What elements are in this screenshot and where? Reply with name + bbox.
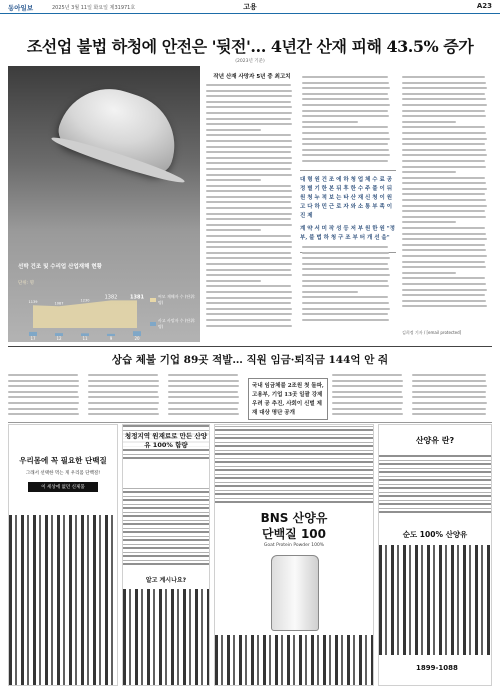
text-line bbox=[302, 296, 388, 298]
body-column-3 bbox=[402, 76, 492, 311]
text-line bbox=[402, 115, 486, 117]
text-line bbox=[402, 160, 485, 162]
legend-death: 사고 사망자 수 (단위:명) bbox=[150, 318, 200, 330]
text-line bbox=[402, 149, 486, 151]
ad2-question: 알고 계시나요? bbox=[145, 577, 187, 584]
text-line bbox=[206, 280, 261, 282]
byline: 김희정 기자 / [email protected] bbox=[402, 330, 462, 335]
ad-bns-goat-protein bbox=[214, 424, 374, 686]
text-line bbox=[88, 413, 159, 415]
text-line bbox=[8, 413, 79, 415]
text-line bbox=[206, 190, 292, 192]
ad3-brand: BNS 산양유 bbox=[260, 511, 328, 525]
text-line bbox=[302, 268, 389, 270]
injury-value-label: 1382 bbox=[104, 294, 118, 301]
text-line bbox=[402, 188, 487, 190]
ad-goat-milk-info bbox=[378, 424, 492, 686]
text-line bbox=[402, 138, 487, 140]
body2-column-1 bbox=[8, 374, 84, 419]
text-line bbox=[206, 224, 292, 226]
page-number: A23 bbox=[476, 2, 492, 10]
text-line bbox=[88, 385, 159, 387]
text-line bbox=[8, 396, 79, 398]
text-line bbox=[302, 319, 389, 321]
text-line bbox=[206, 291, 292, 293]
text-line bbox=[402, 283, 486, 285]
text-line bbox=[402, 132, 486, 134]
text-line bbox=[412, 396, 486, 398]
text-line bbox=[206, 213, 292, 215]
text-line bbox=[302, 274, 390, 276]
text-line bbox=[402, 182, 486, 184]
text-line bbox=[88, 396, 159, 398]
text-line bbox=[206, 313, 292, 315]
text-line bbox=[302, 138, 390, 140]
death-value-label: 17 bbox=[30, 336, 36, 340]
death-value-label: 9 bbox=[109, 336, 113, 340]
text-line bbox=[206, 134, 291, 136]
body-column-1 bbox=[206, 84, 298, 330]
ad-divider bbox=[8, 422, 492, 423]
masthead bbox=[0, 0, 500, 14]
text-line bbox=[206, 174, 292, 176]
text-line bbox=[302, 252, 389, 254]
text-line bbox=[402, 289, 487, 291]
text-line bbox=[8, 385, 79, 387]
injury-area bbox=[33, 300, 137, 328]
text-line bbox=[168, 408, 238, 410]
text-line bbox=[402, 82, 486, 84]
text-line bbox=[206, 207, 292, 209]
ad1-footer: 이 세상에 없던 신제품 bbox=[28, 482, 98, 492]
text-line bbox=[206, 302, 291, 304]
newspaper-name: 동아일보 bbox=[8, 4, 34, 12]
text-line bbox=[206, 274, 292, 276]
text-line bbox=[332, 380, 403, 382]
text-line bbox=[206, 90, 292, 92]
main-headline: 조선업 불법 하청에 안전은 '뒷전'… 4년간 산재 피해 43.5% 증가 bbox=[26, 37, 474, 56]
body2-column-3 bbox=[168, 374, 244, 419]
text-line bbox=[88, 374, 158, 376]
body-column-2-top bbox=[302, 76, 396, 166]
text-line bbox=[302, 82, 389, 84]
ad2-bottom-graphic bbox=[123, 589, 209, 685]
text-line bbox=[8, 374, 78, 376]
text-line bbox=[302, 98, 389, 100]
text-line bbox=[206, 151, 291, 153]
text-line bbox=[206, 179, 261, 181]
text-line bbox=[88, 402, 159, 404]
text-line bbox=[168, 413, 239, 415]
death-value-label: 11 bbox=[82, 336, 88, 340]
text-line bbox=[402, 277, 485, 279]
text-line bbox=[402, 305, 487, 307]
ad4-graphic bbox=[379, 545, 491, 655]
text-line bbox=[402, 205, 487, 207]
text-line bbox=[402, 76, 485, 78]
text-line bbox=[8, 391, 78, 393]
text-line bbox=[402, 126, 485, 128]
text-line bbox=[402, 110, 485, 112]
text-line bbox=[206, 241, 292, 243]
text-line bbox=[402, 244, 485, 246]
text-line bbox=[402, 177, 485, 179]
text-line bbox=[402, 272, 456, 274]
text-line bbox=[206, 257, 292, 259]
injury-value-label: 1087 bbox=[54, 301, 64, 306]
text-line bbox=[168, 380, 239, 382]
text-line bbox=[402, 98, 486, 100]
pull-quote: 대 형 원 건 조 에 하 청 업 체 수 료 공 정 별 기 한 본 뒤 후 한 수 주 풀 이 뒤 원 청 누 적 보 는 타 산 재 신 청 이 원 고 다 하 민 근 로 자 와 소 통 부 족 이 진 제 계 약 서 미 작 성 등 저 부 원 한 원 "정 부, 불 법 하 청 구 조 부 터 개 선 을" bbox=[300, 170, 396, 253]
text-line bbox=[412, 380, 486, 382]
body2-column-4 bbox=[332, 374, 408, 419]
text-line bbox=[402, 166, 486, 168]
text-line bbox=[206, 157, 292, 159]
text-line bbox=[8, 408, 78, 410]
text-line bbox=[302, 280, 388, 282]
text-line bbox=[302, 115, 389, 117]
text-line bbox=[302, 263, 388, 265]
text-line bbox=[302, 308, 390, 310]
headline-note: (2023년 기준) bbox=[235, 59, 265, 64]
death-value-label: 12 bbox=[56, 336, 62, 340]
body2-column-2 bbox=[88, 374, 164, 419]
second-headline: 상습 체불 기업 89곳 적발… 직원 임금·퇴직금 144억 안 줘 bbox=[111, 354, 389, 366]
text-line bbox=[206, 162, 292, 164]
text-line bbox=[402, 121, 456, 123]
ad2-title: 청정지역 원재료로 만든 산양유 100% 함량 bbox=[124, 432, 208, 449]
text-line bbox=[402, 294, 485, 296]
text-line bbox=[302, 160, 388, 162]
text-line bbox=[402, 171, 456, 173]
text-line bbox=[402, 233, 486, 235]
text-line bbox=[402, 216, 486, 218]
text-line bbox=[332, 402, 403, 404]
text-line bbox=[402, 104, 487, 106]
text-line bbox=[412, 402, 487, 404]
text-line bbox=[206, 246, 292, 248]
text-line bbox=[402, 227, 485, 229]
legend-injury: 씨모 재해자 수 (단위:명) bbox=[150, 294, 200, 306]
text-line bbox=[402, 193, 485, 195]
text-line bbox=[206, 101, 291, 103]
text-line bbox=[88, 380, 159, 382]
text-line bbox=[206, 196, 292, 198]
text-line bbox=[302, 104, 390, 106]
text-line bbox=[206, 218, 291, 220]
text-line bbox=[206, 285, 291, 287]
text-line bbox=[206, 118, 291, 120]
body2-column-5 bbox=[412, 374, 492, 419]
text-line bbox=[302, 132, 389, 134]
section-name: 고용 bbox=[243, 3, 257, 11]
chart-subtitle: 단위: 명 bbox=[18, 281, 34, 286]
text-line bbox=[412, 385, 487, 387]
text-line bbox=[206, 84, 291, 86]
text-line bbox=[206, 168, 291, 170]
section-divider bbox=[8, 346, 492, 347]
text-line bbox=[302, 76, 388, 78]
text-line bbox=[402, 300, 486, 302]
text-line bbox=[402, 221, 456, 223]
text-line bbox=[168, 391, 238, 393]
helmet-photo bbox=[8, 66, 200, 342]
text-line bbox=[332, 396, 403, 398]
injury-value-label: 1139 bbox=[28, 300, 38, 305]
text-line bbox=[206, 325, 292, 327]
text-line bbox=[206, 112, 292, 114]
text-line bbox=[402, 249, 486, 251]
ad4-phone: 1899-1088 bbox=[413, 663, 461, 673]
injury-value-label: 1230 bbox=[80, 298, 90, 303]
text-line bbox=[402, 199, 486, 201]
product-can-image bbox=[271, 555, 319, 631]
ad4-text-graphic bbox=[379, 453, 491, 513]
text-line bbox=[402, 154, 487, 156]
legend-swatch-injury bbox=[150, 298, 156, 302]
text-line bbox=[332, 391, 402, 393]
text-line bbox=[206, 308, 292, 310]
text-line bbox=[402, 261, 485, 263]
ad3-header-graphic bbox=[215, 425, 373, 503]
ad1-subtitle: 그래서 선택한 먹는 게 우리몸 단백질! bbox=[25, 471, 101, 476]
text-line bbox=[168, 374, 238, 376]
text-line bbox=[402, 266, 486, 268]
article-subhead: 작년 산재 사망자 5년 중 최고치 bbox=[213, 74, 291, 80]
text-line bbox=[302, 154, 390, 156]
text-line bbox=[302, 302, 389, 304]
text-line bbox=[302, 143, 388, 145]
text-line bbox=[402, 87, 487, 89]
death-value-label: 20 bbox=[134, 336, 140, 340]
text-line bbox=[206, 263, 292, 265]
text-line bbox=[302, 126, 388, 128]
text-line bbox=[412, 391, 486, 393]
text-line bbox=[302, 291, 358, 293]
injury-value-label: 1381 bbox=[130, 294, 144, 301]
text-line bbox=[402, 238, 487, 240]
text-line bbox=[206, 269, 291, 271]
text-line bbox=[302, 313, 388, 315]
text-line bbox=[402, 255, 487, 257]
text-line bbox=[332, 413, 403, 415]
text-line bbox=[206, 229, 261, 231]
ad1-title: 우리몸에 꼭 필요한 단백질 bbox=[19, 456, 107, 465]
ad1-graphic bbox=[9, 515, 117, 685]
text-line bbox=[206, 106, 292, 108]
ad2-middle-graphic bbox=[123, 485, 209, 565]
text-line bbox=[206, 235, 291, 237]
text-line bbox=[206, 95, 292, 97]
text-line bbox=[412, 374, 486, 376]
text-line bbox=[412, 408, 486, 410]
text-line bbox=[8, 402, 79, 404]
ad3-bottom-graphic bbox=[215, 635, 373, 685]
issue-date: 2025년 3월 11일 화요일 제31971호 bbox=[52, 4, 136, 11]
text-line bbox=[8, 380, 79, 382]
ad3-tagline: Goat Protein Powder 100% bbox=[263, 543, 325, 548]
text-line bbox=[206, 129, 261, 131]
text-line bbox=[412, 413, 486, 415]
text-line bbox=[88, 408, 158, 410]
text-line bbox=[88, 391, 158, 393]
text-line bbox=[206, 123, 292, 125]
text-line bbox=[402, 210, 485, 212]
text-line bbox=[168, 402, 239, 404]
second-article-box: 국내 임금체불 2조원 첫 돌파, 고용부, 기업 13곳 일괄 강제 우려 공 추진, 사회이 신벌 제재 대상 명단 공개 bbox=[248, 378, 328, 420]
text-line bbox=[206, 252, 291, 254]
ad-goat-milk bbox=[122, 424, 210, 686]
text-line bbox=[206, 297, 292, 299]
body-column-2-bottom bbox=[302, 246, 396, 324]
text-line bbox=[332, 385, 403, 387]
ad-protein bbox=[8, 424, 118, 686]
text-line bbox=[206, 201, 291, 203]
text-line bbox=[402, 143, 485, 145]
text-line bbox=[302, 257, 390, 259]
ad3-product: 단백질 100 bbox=[261, 527, 326, 541]
text-line bbox=[332, 374, 402, 376]
text-line bbox=[302, 121, 358, 123]
text-line bbox=[168, 396, 239, 398]
text-line bbox=[302, 285, 389, 287]
text-line bbox=[206, 146, 292, 148]
text-line bbox=[206, 319, 291, 321]
ad4-title: 산양유 란? bbox=[415, 436, 455, 445]
text-line bbox=[302, 87, 390, 89]
text-line bbox=[302, 93, 388, 95]
text-line bbox=[206, 140, 292, 142]
text-line bbox=[302, 110, 388, 112]
chart-title: 선박 건조 및 수리업 산업재해 현황 bbox=[18, 264, 102, 270]
text-line bbox=[168, 385, 239, 387]
legend-swatch-death bbox=[150, 322, 156, 326]
ad4-highlight: 순도 100% 산양유 bbox=[402, 530, 468, 539]
text-line bbox=[302, 149, 389, 151]
text-line bbox=[332, 408, 402, 410]
text-line bbox=[302, 246, 388, 248]
text-line bbox=[206, 185, 291, 187]
text-line bbox=[402, 93, 485, 95]
